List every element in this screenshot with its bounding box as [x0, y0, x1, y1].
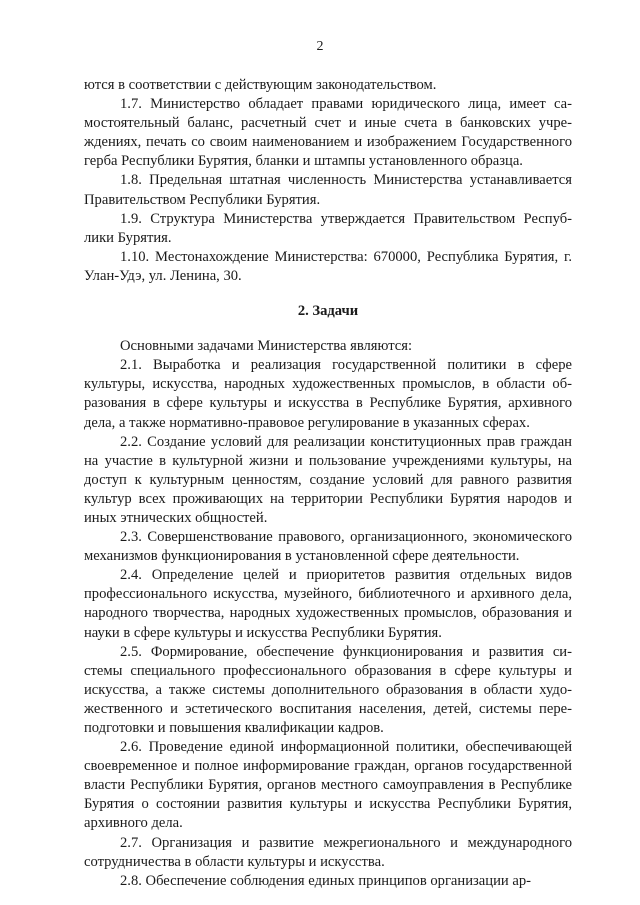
document-body: [84, 76, 572, 891]
paragraph-2-6: 2.6. Проведение единой информационной политики, обеспечивающей своевременное и полное информирование граждан, органов государственной власти Республики Бурятия, органов местного самоуправления в Республике Бурятия о состоянии развития культуры и искусства Республики Бурятия, архивного дела.: [84, 739, 572, 832]
paragraph-1-9: 1.9. Структура Министерства утверждается Правительством Республики Бурятия.: [84, 210, 572, 246]
paragraph-2-2: 2.2. Создание условий для реализации конституционных прав граждан на участие в культурной жизни и пользование учреждениями культуры, на доступ к культурным ценностям, создание условий для равного развития культур всех проживающих на территории Республики Бурятия народов и иных этнических общностей.: [84, 433, 572, 526]
paragraph-1-10: 1.10. Местонахождение Министерства: 670000, Республика Бурятия, г. Улан-Удэ, ул. Ленина, 30.: [84, 248, 572, 284]
paragraph-1-8: 1.8. Предельная штатная численность Министерства устанавливается Правительством Республики Бурятия.: [84, 172, 572, 208]
paragraph-1-7: 1.7. Министерство обладает правами юридического лица, имеет самостоятельный баланс, расчетный счет и иные счета в банковских учреждениях, печать со своим наименованием и изображением Государственного герба Республики Бурятия, бланки и штампы установленного образца.: [84, 96, 572, 170]
paragraph-cont: ются в соответствии с действующим законодательством.: [84, 77, 437, 93]
paragraph-2-5: 2.5. Формирование, обеспечение функционирования и развития системы специального профессионального образования в сфере культуры и искусства, а также системы дополнительного образования в области художественного и эстетического воспитания населения, детей, системы переподготовки и повышения квалификации кадров.: [84, 643, 572, 736]
page-number: 2: [316, 39, 324, 54]
paragraph-2-3: 2.3. Совершенствование правового, организационного, экономического механизмов функционирования в установленной сфере деятельности.: [84, 529, 572, 565]
section-2-tasks: [84, 356, 572, 891]
section-2-intro: Основными задачами Министерства являются:: [120, 338, 413, 355]
section-1-continuation: [84, 76, 572, 286]
paragraph-2-4: 2.4. Определение целей и приоритетов развития отдельных видов профессионального искусства, музейного, библиотечного и архивного дела, народного творчества, народных художественных промыслов, образования и науки в сфере культуры и искусства Республики Бурятия.: [84, 567, 572, 641]
paragraph-2-7: 2.7. Организация и развитие межрегионального и международного сотрудничества в области культуры и искусства.: [84, 834, 572, 870]
paragraph-2-8: 2.8. Обеспечение соблюдения единых принципов организации ар-: [120, 872, 531, 889]
paragraph-2-1: 2.1. Выработка и реализация государственной политики в сфере культуры, искусства, народных художественных промыслов, в области образования в сфере культуры и искусства в Республике Бурятия, архивного дела, а также нормативно-правовое регулирование в указанных сферах.: [84, 357, 572, 431]
section-heading-tasks: 2. Задачи: [297, 303, 359, 320]
